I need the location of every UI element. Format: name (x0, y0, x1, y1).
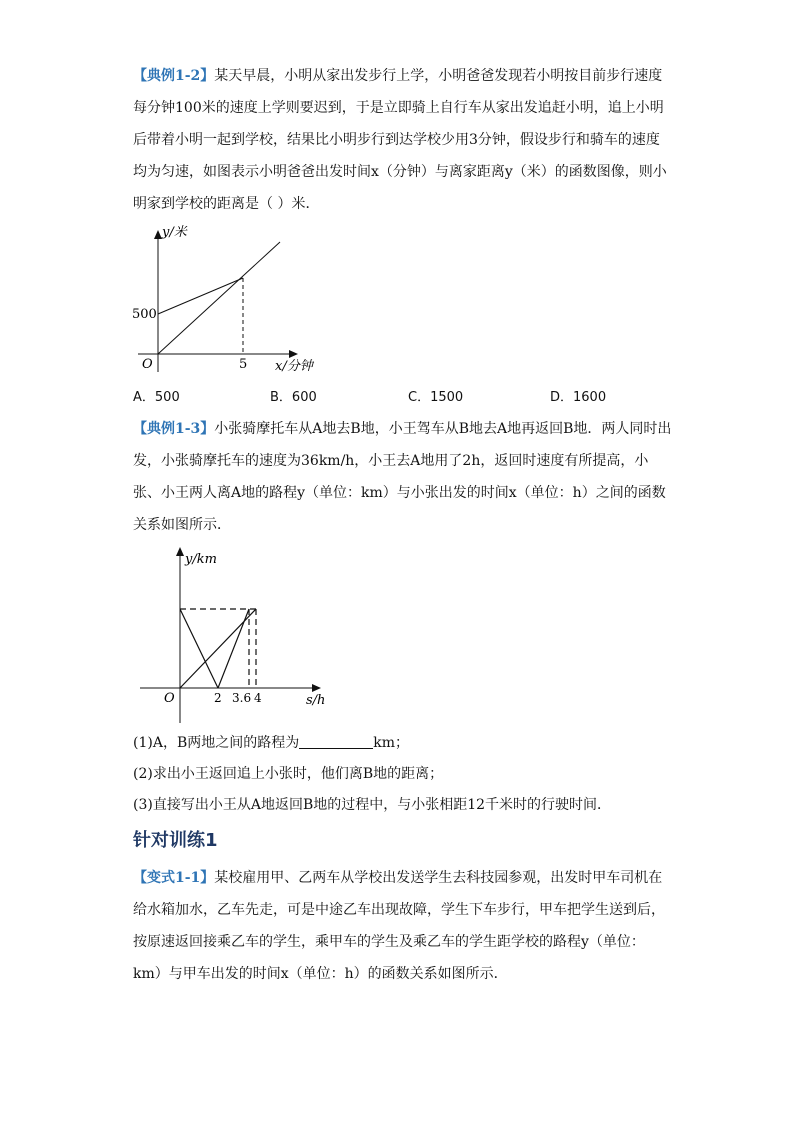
example-1-2-paragraph (133, 60, 673, 220)
graph2-x-tick-36: 3.6 (232, 691, 252, 705)
example-1-2-tag: 【典例1-2】 (133, 68, 215, 84)
graph1-walking-segment (158, 278, 243, 314)
distance-time-graph-1 (128, 222, 328, 377)
answer-choices (133, 386, 673, 410)
graph2-wang-return (218, 609, 249, 688)
distance-time-graph-2 (135, 543, 335, 725)
graph2-wang-go (180, 609, 218, 688)
example-1-3-tag: 【典例1-3】 (133, 421, 215, 437)
choice-c[interactable]: C．1500 (408, 390, 464, 405)
answer-blank[interactable] (299, 734, 373, 749)
graph2-x-tick-2: 2 (214, 691, 222, 705)
example-1-2-text: 某天早晨，小明从家出发步行上学，小明爸爸发现若小明按目前步行速度每分钟100米的速度上学则要迟到，于是立即骑上自行车从家出发追赶小明，追上小明后带着小明一起到学校，结果比小明步行到达学校少用3分钟，假设步行和骑车的速度均为匀速，如图表示小明爸爸出发时间x（分钟）与离家距离y（米）的函数图像，则小明家到学校的距离是（ ）米． (133, 68, 667, 212)
graph1-x-tick: 5 (239, 357, 248, 372)
choice-a[interactable]: A．500 (133, 390, 180, 405)
graph1-y-label: y/米 (162, 225, 187, 240)
graph2-x-tick-4: 4 (254, 691, 262, 705)
variant-1-1-text: 某校雇用甲、乙两车从学校出发送学生去科技园参观，出发时甲车司机在给水箱加水，乙车先走，可是中途乙车出现故障，学生下车步行，甲车把学生送到后，按原速返回接乘乙车的学生，乘甲车的学生及乘乙车的学生距学校的路程y（单位：km）与甲车出发的时间x（单位：h）的函数关系如图所示． (133, 870, 665, 982)
graph1-x-arrow (289, 350, 298, 358)
example-1-3-text: 小张骑摩托车从A地去B地，小王驾车从B地去A地再返回B地．两人同时出发，小张骑摩托车的速度为36km/h，小王去A地用了2h，返回时速度有所提高，小张、小王两人离A地的路程y（单位：km）与小张出发的时间x（单位：h）之间的函数关系如图所示． (133, 421, 672, 533)
section-title: 针对训练1 (133, 830, 218, 851)
graph2-y-arrow (176, 547, 184, 556)
graph1-x-label: x/分钟 (275, 359, 313, 374)
graph2-x-arrow (312, 684, 321, 692)
question-2: (2)求出小王返回追上小张时，他们离B地的距离； (133, 766, 444, 782)
question-1: (1)A，B两地之间的路程为 km； (133, 735, 409, 751)
choice-b[interactable]: B．600 (270, 390, 317, 405)
graph2-y-label: y/km (185, 552, 217, 567)
choice-d[interactable]: D．1600 (550, 390, 607, 405)
graph2-origin: O (164, 691, 175, 706)
variant-1-1-paragraph (133, 862, 673, 990)
graph1-y-tick: 500 (132, 307, 157, 322)
example-1-3-paragraph (133, 413, 673, 541)
graph2-x-label: s/h (306, 693, 326, 708)
graph1-origin: O (142, 357, 153, 372)
graph1-y-arrow (154, 230, 162, 239)
question-3: (3)直接写出小王从A地返回B地的过程中，与小张相距12千米时的行驶时间． (133, 797, 612, 813)
graph1-riding-line (158, 242, 280, 354)
variant-1-1-tag: 【变式1-1】 (133, 870, 215, 886)
